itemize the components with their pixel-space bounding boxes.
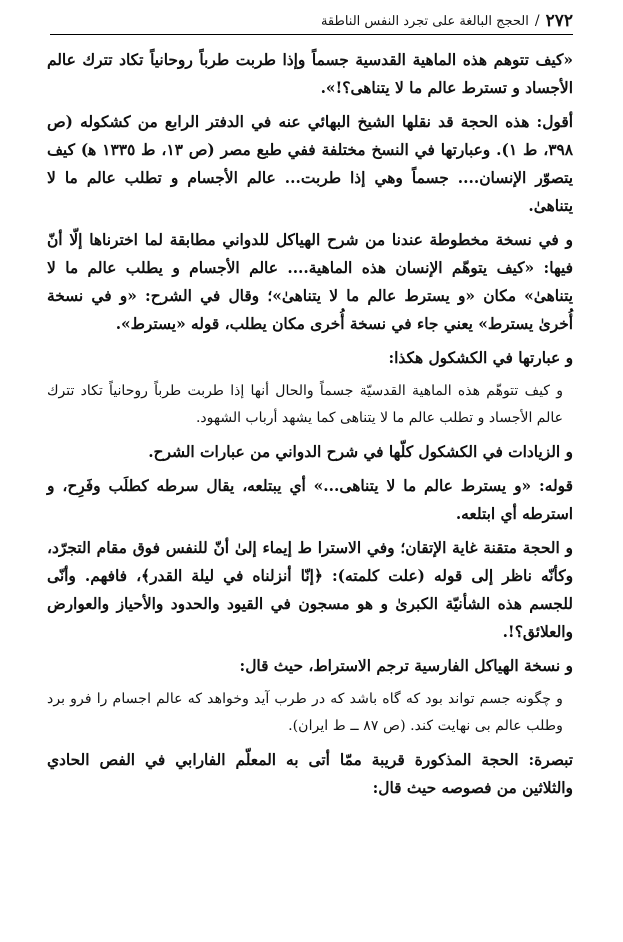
paragraph-argument: و الحجة متقنة غاية الإتقان؛ وفي الاسترا ط إيماء إلىٰ أنّ للنفس فوق مقام التجرّد، وكأنّه ناظر إلى قوله (علت كلمته): ﴿إنّا أنزلناه في ليلة القدر﴾، فافهم. وأنّى للجسم هذه الشأنيّة الكبرىٰ و هو مسجون في القيود والحدود والأحياز والعوارض والعلائق؟!. [47, 539, 573, 641]
paragraph-kashkul-intro: و عبارتها في الكشكول هكذا: [388, 349, 573, 367]
page-number: ٢٧٢ [545, 11, 573, 31]
paragraph-manuscript: و في نسخة مخطوطة عندنا من شرح الهياكل للدواني مطابقة لما اخترناها إلّا أنّ فيها: «كيف يتوهّم الإنسان هذه الماهية.... عالم الأجسام و يطلب عالم ما لا يتناهىٰ» مكان «و يسترط عالم ما لا يتناهىٰ»؛ وقال في الشرح: «و في نسخة أُخرىٰ يسترط» يعني جاء في نسخة أُخرى مكان يطلب، قوله «يسترط». [47, 231, 573, 333]
page-body [47, 46, 573, 808]
paragraph-additions: و الزيادات في الكشكول كلّها في شرح الدواني من عبارات الشرح. [148, 443, 573, 461]
paragraph-quote-opening: «كيف تتوهم هذه الماهية القدسية جسماً وإذا طربت طرباً روحانياً تكاد تترك عالم الأجساد و تسترط عالم ما لا يتناهى؟!». [47, 51, 573, 97]
header-separator: / [534, 13, 540, 29]
paragraph-aqulu: أقول: هذه الحجة قد نقلها الشيخ البهائي عنه في الدفتر الرابع من كشكوله (ص ٣٩٨، ط ١). وعبارتها في النسخ مختلفة ففي طبع مصر (ص ١٣، ط ١٣٣٥ ﻫ) كيف يتصوّر الإنسان.... جسماً وهي إذا طربت... عالم الأجسام و تطلب عالم ما لا يتناهىٰ. [47, 113, 573, 215]
paragraph-tabsira: تبصرة: الحجة المذكورة قريبة ممّا أتى به المعلّم الفارابي في الفص الحادي والثلاثين من فصوصه حيث قال: [47, 751, 573, 797]
running-title: الحجج البالغة على تجرد النفس الناطقة [320, 13, 529, 29]
running-header [50, 8, 573, 35]
block-quote-kashkul: و كيف تتوهّم هذه الماهية القدسيّة جسماً والحال أنها إذا طربت طرباً روحانياً تكاد تترك عالم الأجساد و تطلب عالم ما لا يتناهى كما يشهد أرباب الشهود. [47, 383, 563, 426]
paragraph-persian-intro: و نسخة الهياكل الفارسية ترجم الاستراط، حيث قال: [239, 657, 573, 675]
paragraph-qawluhu: قوله: «و يسترط عالم ما لا يتناهى...» أي يبتلعه، يقال سرطه كطلَب وفَرِح، و استرطه أي ابتلعه. [47, 477, 573, 523]
block-quote-persian: و چگونه جسم تواند بود كه گاه باشد كه در طرب آيد وخواهد كه عالم اجسام را فرو برد وطلب عالم بى نهايت كند. (ص ٨٧ ــ ط ايران). [47, 691, 563, 734]
